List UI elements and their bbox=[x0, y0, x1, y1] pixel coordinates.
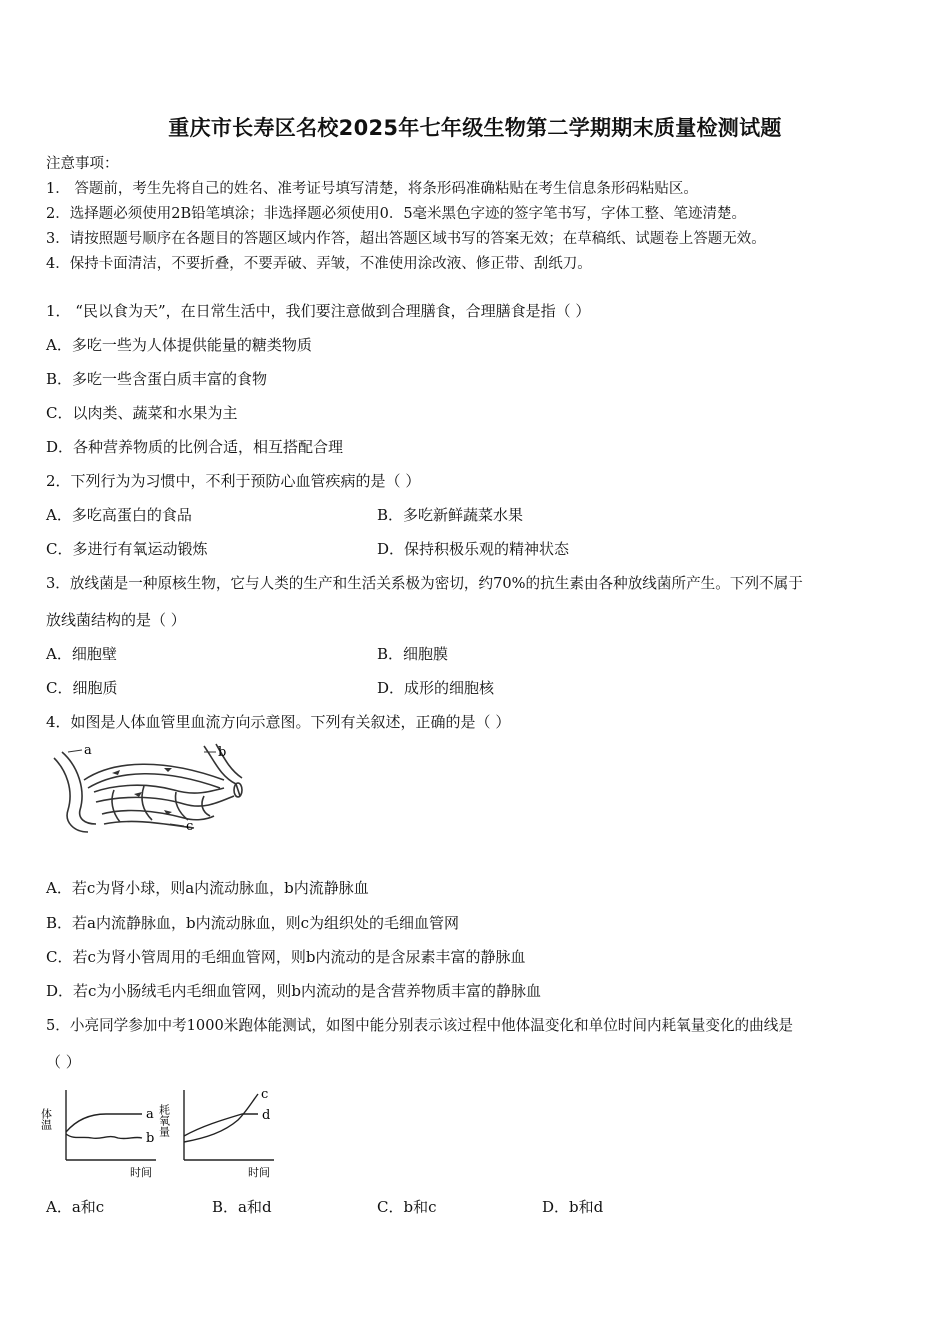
graph2-xlabel: 时间 bbox=[248, 1166, 270, 1179]
q4-option-a: A．若c为肾小球，则a内流动脉血，b内流静脉血 bbox=[46, 879, 369, 897]
curve-a bbox=[66, 1114, 142, 1132]
q3-option-c: C．细胞质 bbox=[46, 679, 118, 697]
q5-option-b: B．a和d bbox=[212, 1198, 272, 1216]
curve-c bbox=[184, 1094, 258, 1142]
notice-item-3: 3．请按照题号顺序在各题目的答题区域内作答，超出答题区域书写的答案无效；在草稿纸、试题卷上答题无效。 bbox=[46, 231, 766, 247]
q3-option-b: B．细胞膜 bbox=[377, 645, 449, 663]
notice-item-2: 2．选择题必须使用2B铅笔填涂；非选择题必须使用0．5毫米黑色字迹的签字笔书写，字体工整、笔迹清楚。 bbox=[46, 206, 747, 222]
graph2-label-c: c bbox=[261, 1087, 269, 1102]
graph1-xlabel: 时间 bbox=[130, 1166, 152, 1179]
q4-option-d: D．若c为小肠绒毛内毛细血管网，则b内流动的是含营养物质丰富的静脉血 bbox=[46, 982, 542, 1000]
q2-option-d: D．保持积极乐观的精神状态 bbox=[377, 540, 570, 558]
label-b: b bbox=[218, 745, 227, 760]
q5-option-c: C．b和c bbox=[377, 1198, 437, 1216]
q3-option-a: A．细胞壁 bbox=[46, 645, 117, 663]
graph1-label-b: b bbox=[146, 1131, 155, 1146]
q2-stem: 2．下列行为为习惯中，不利于预防心血管疾病的是（ ） bbox=[46, 472, 421, 490]
q5-option-d: D．b和d bbox=[542, 1198, 604, 1216]
page-title: 重庆市长寿区名校2025年七年级生物第二学期期末质量检测试题 bbox=[168, 116, 782, 140]
q3-stem-line1: 3．放线菌是一种原核生物，它与人类的生产和生活关系极为密切，约70%的抗生素由各种放线菌所产生。下列不属于 bbox=[46, 575, 803, 592]
blood-flow-diagram bbox=[44, 740, 254, 840]
temperature-graph bbox=[39, 1084, 164, 1180]
notice-heading: 注意事项： bbox=[46, 156, 119, 172]
notice-item-4: 4．保持卡面清洁，不要折叠，不要弄破、弄皱，不准使用涂改液、修正带、刮纸刀。 bbox=[46, 256, 592, 272]
graph1-label-a: a bbox=[146, 1107, 154, 1122]
q1-option-a: A．多吃一些为人体提供能量的糖类物质 bbox=[46, 336, 312, 354]
graph2-label-d: d bbox=[262, 1108, 271, 1123]
graph1-ylabel: 体温 bbox=[39, 1108, 53, 1130]
q2-option-b: B．多吃新鲜蔬菜水果 bbox=[377, 506, 524, 524]
graph2-ylabel: 耗氧量 bbox=[157, 1104, 171, 1137]
q5-stem-line2: （ ） bbox=[46, 1053, 81, 1071]
curve-d bbox=[184, 1114, 258, 1136]
q1-option-b: B．多吃一些含蛋白质丰富的食物 bbox=[46, 370, 268, 388]
label-a: a bbox=[84, 743, 92, 758]
q4-stem: 4．如图是人体血管里血流方向示意图。下列有关叙述，正确的是（ ） bbox=[46, 713, 511, 731]
q4-option-c: C．若c为肾小管周用的毛细血管网，则b内流动的是含尿素丰富的静脉血 bbox=[46, 948, 526, 966]
q2-option-c: C．多进行有氧运动锻炼 bbox=[46, 540, 208, 558]
q3-option-d: D．成形的细胞核 bbox=[377, 679, 495, 697]
notice-item-1: 1． 答题前，考生先将自己的姓名、准考证号填写清楚，将条形码准确粘贴在考生信息条形码粘贴区。 bbox=[46, 181, 698, 197]
label-c: c bbox=[186, 819, 194, 834]
q1-stem: 1． “民以食为天”，在日常生活中，我们要注意做到合理膳食，合理膳食是指（ ） bbox=[46, 302, 591, 320]
q4-option-b: B．若a内流静脉血，b内流动脉血，则c为组织处的毛细血管网 bbox=[46, 914, 459, 932]
q2-option-a: A．多吃高蛋白的食品 bbox=[46, 506, 192, 524]
oxygen-consumption-graph bbox=[157, 1084, 282, 1180]
q5-stem-line1: 5．小亮同学参加中考1000米跑体能测试，如图中能分别表示该过程中他体温变化和单位时间内耗氧量变化的曲线是 bbox=[46, 1017, 793, 1034]
q1-option-c: C．以肉类、蔬菜和水果为主 bbox=[46, 404, 238, 422]
q1-option-d: D．各种营养物质的比例合适，相互搭配合理 bbox=[46, 438, 344, 456]
q5-option-a: A．a和c bbox=[46, 1198, 105, 1216]
curve-b bbox=[66, 1134, 142, 1139]
q3-stem-line2: 放线菌结构的是（ ） bbox=[46, 611, 186, 629]
